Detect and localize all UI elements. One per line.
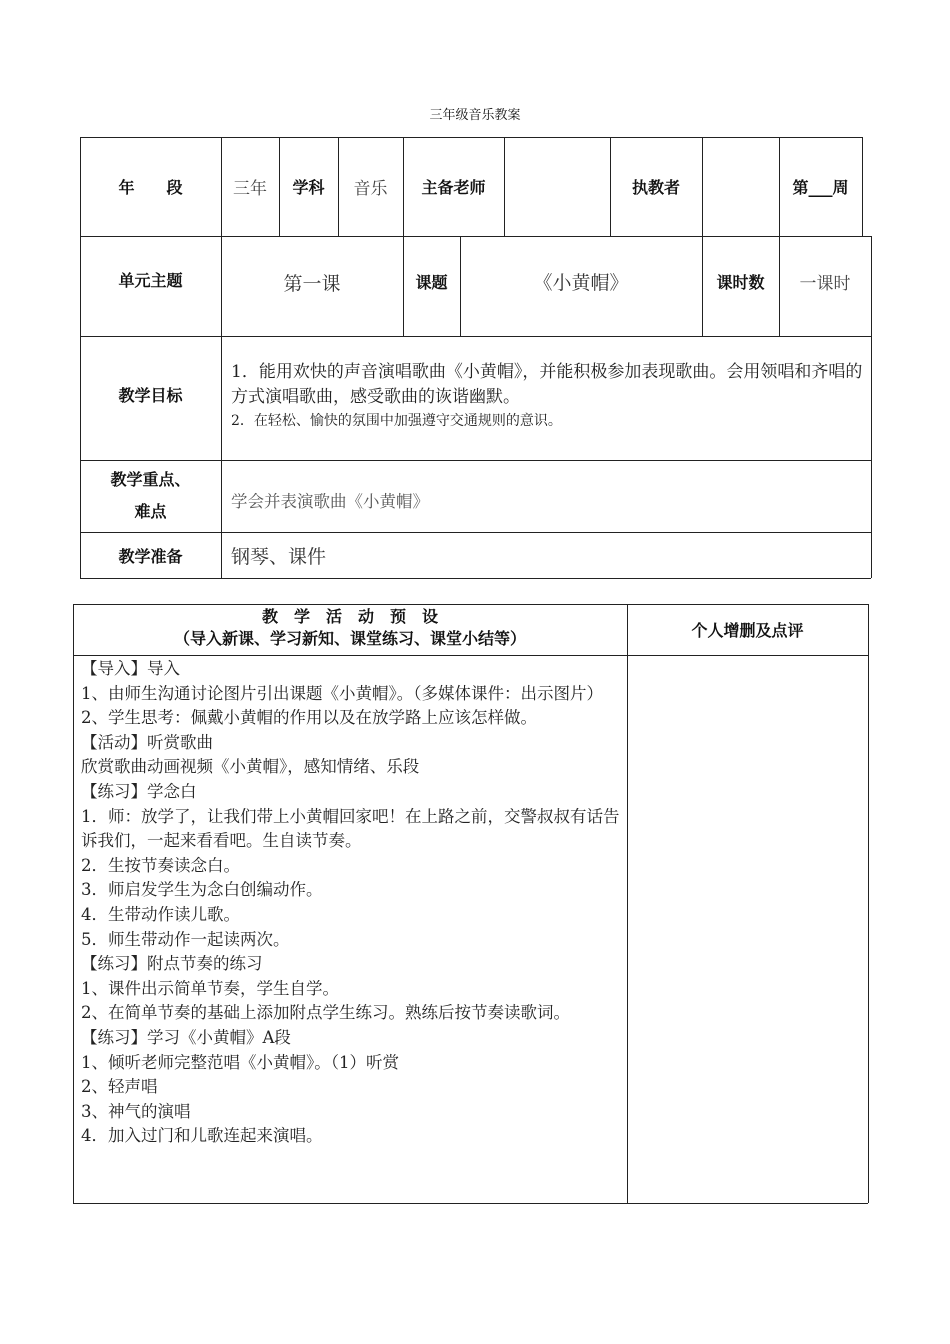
activity-line: 【练习】学习《小黄帽》A段 xyxy=(81,1027,291,1047)
week-label: 第___周 xyxy=(792,178,849,197)
preparation-label: 教学准备 xyxy=(118,546,183,566)
key-points-value: 学会并表演歌曲《小黄帽》 xyxy=(231,492,429,511)
comment-area xyxy=(627,655,868,1203)
activity-header xyxy=(73,604,627,655)
grade-label: 年 段 xyxy=(118,178,183,197)
topic-value: 《小黄帽》 xyxy=(533,271,629,294)
activity-line: 3、神气的演唱 xyxy=(81,1101,191,1121)
activity-header-line2: （导入新课、学习新知、课堂练习、课堂小结等） xyxy=(173,629,526,648)
activity-line: 5．师生带动作一起读两次。 xyxy=(81,929,290,949)
activity-content xyxy=(73,655,627,1203)
lead-teacher-value xyxy=(504,137,610,236)
teacher-value xyxy=(702,137,779,236)
preparation-value: 钢琴、课件 xyxy=(231,545,327,568)
objectives-content xyxy=(221,336,871,460)
activity-line: 2．生按节奏读念白。 xyxy=(81,855,240,875)
objectives-label: 教学目标 xyxy=(118,385,183,405)
activity-line: 3．师启发学生为念白创编动作。 xyxy=(81,880,323,900)
activity-line: 2、轻声唱 xyxy=(81,1077,158,1097)
topic-label: 课题 xyxy=(415,272,448,292)
objective-item: 2．在轻松、愉快的氛围中加强遵守交通规则的意识。 xyxy=(231,413,562,429)
activity-line: 2、在简单节奏的基础上添加附点学生练习。熟练后按节奏读歌词。 xyxy=(81,1003,570,1023)
activity-line: 4．生带动作读儿歌。 xyxy=(81,904,240,924)
key-points-label-line1: 教学重点、 xyxy=(110,470,191,489)
activity-line: 【导入】导入 xyxy=(81,659,180,678)
key-points-label xyxy=(80,460,221,532)
activity-line: 1、由师生沟通讨论图片引出课题《小黄帽》。（多媒体课件：出示图片） xyxy=(81,683,603,703)
activity-line: 2、学生思考：佩戴小黄帽的作用以及在放学路上应该怎样做。 xyxy=(81,708,537,728)
activity-header-line1: 教 学 活 动 预 设 xyxy=(261,607,438,626)
activity-line: 1、课件出示简单节奏，学生自学。 xyxy=(81,978,339,998)
subject-value: 音乐 xyxy=(353,179,388,199)
unit-label: 单元主题 xyxy=(118,270,183,290)
activity-line: 4．加入过门和儿歌连起来演唱。 xyxy=(81,1126,323,1146)
comment-header: 个人增删及点评 xyxy=(691,621,804,640)
hours-value: 一课时 xyxy=(799,273,851,294)
document-title: 三年级音乐教案 xyxy=(429,108,521,123)
activity-line: 1、倾听老师完整范唱《小黄帽》。（1）听赏 xyxy=(81,1052,399,1072)
activity-line: 【练习】学念白 xyxy=(81,781,197,801)
activity-line: 【活动】听赏歌曲 xyxy=(81,732,213,752)
activity-line: 【练习】附点节奏的练习 xyxy=(81,954,263,974)
grade-value: 三年 xyxy=(233,179,267,199)
activity-line: 欣赏歌曲动画视频《小黄帽》，感知情绪、乐段 xyxy=(81,757,420,777)
activity-line: 1．师：放学了，让我们带上小黄帽回家吧！在上路之前，交警叔叔有话告诉我们，一起来看看吧。生自读节奏。 xyxy=(81,806,620,851)
lead-teacher-label: 主备老师 xyxy=(421,178,486,197)
objective-item: 1．能用欢快的声音演唱歌曲《小黄帽》，并能积极参加表现歌曲。会用领唱和齐唱的方式演唱歌曲，感受歌曲的诙谐幽默。 xyxy=(231,362,863,407)
teacher-label: 执教者 xyxy=(631,178,680,197)
subject-label: 学科 xyxy=(292,178,325,197)
hours-label: 课时数 xyxy=(716,272,765,292)
unit-value: 第一课 xyxy=(283,272,341,295)
key-points-label-line2: 难点 xyxy=(134,502,167,521)
